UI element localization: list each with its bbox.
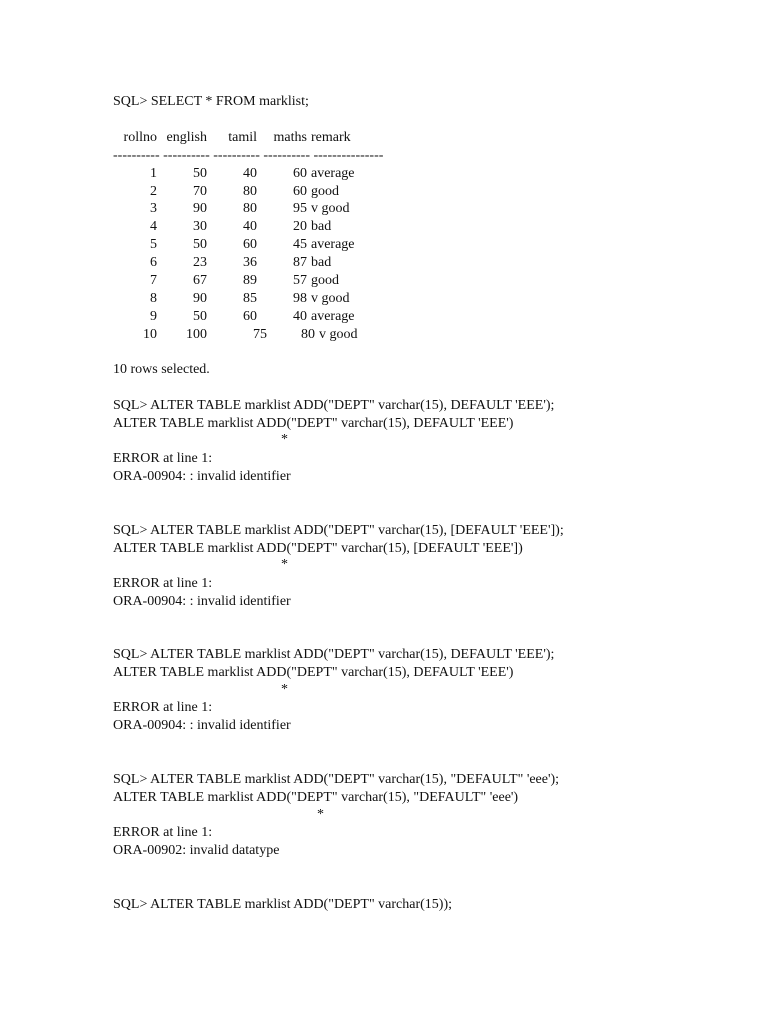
cell-english: 50 bbox=[193, 309, 207, 324]
table-row bbox=[113, 272, 513, 290]
sql-prompt: SQL> ALTER TABLE marklist ADD("DEPT" varchar(15), [DEFAULT 'EEE']); bbox=[113, 523, 564, 538]
header-maths: maths bbox=[273, 130, 307, 145]
header-remark: remark bbox=[311, 130, 351, 145]
cell-english: 67 bbox=[193, 273, 207, 288]
cell-rollno: 5 bbox=[150, 237, 157, 252]
cell-english: 90 bbox=[193, 201, 207, 216]
cell-maths: 87 bbox=[293, 255, 307, 270]
table-row bbox=[113, 183, 513, 201]
cell-maths: 95 bbox=[293, 201, 307, 216]
cell-rollno: 2 bbox=[150, 184, 157, 199]
cell-tamil: 80 bbox=[243, 201, 257, 216]
error-line: ERROR at line 1: bbox=[113, 825, 213, 840]
cell-tamil: 85 bbox=[243, 291, 257, 306]
sql-echo: ALTER TABLE marklist ADD("DEPT" varchar(15), DEFAULT 'EEE') bbox=[113, 416, 514, 431]
cell-tamil: 60 bbox=[243, 309, 257, 324]
table-row bbox=[113, 236, 513, 254]
cell-tamil: 36 bbox=[243, 255, 257, 270]
sql-echo: ALTER TABLE marklist ADD("DEPT" varchar(15), DEFAULT 'EEE') bbox=[113, 665, 514, 680]
header-english: english bbox=[166, 130, 207, 145]
cell-maths: 20 bbox=[293, 219, 307, 234]
header-rollno: rollno bbox=[123, 130, 157, 145]
cell-tamil: 60 bbox=[243, 237, 257, 252]
cell-maths: 60 bbox=[293, 166, 307, 181]
final-sql-prompt: SQL> ALTER TABLE marklist ADD("DEPT" varchar(15)); bbox=[113, 897, 452, 912]
cell-rollno: 6 bbox=[150, 255, 157, 270]
document-page bbox=[113, 0, 753, 1024]
error-message: ORA-00902: invalid datatype bbox=[113, 843, 280, 858]
select-query: SQL> SELECT * FROM marklist; bbox=[113, 94, 309, 109]
cell-remark: average bbox=[311, 309, 355, 324]
cell-tamil: 89 bbox=[243, 273, 257, 288]
table-row bbox=[113, 218, 513, 236]
error-marker: * bbox=[281, 682, 288, 697]
table-row bbox=[113, 254, 513, 272]
cell-remark: average bbox=[311, 237, 355, 252]
error-line: ERROR at line 1: bbox=[113, 576, 213, 591]
cell-english: 50 bbox=[193, 237, 207, 252]
table-row bbox=[113, 200, 513, 218]
table-row bbox=[113, 290, 513, 308]
cell-english: 50 bbox=[193, 166, 207, 181]
error-message: ORA-00904: : invalid identifier bbox=[113, 594, 291, 609]
cell-rollno: 10 bbox=[143, 327, 157, 342]
cell-remark: good bbox=[311, 273, 339, 288]
cell-maths: 57 bbox=[293, 273, 307, 288]
error-marker: * bbox=[317, 807, 324, 822]
error-line: ERROR at line 1: bbox=[113, 700, 213, 715]
cell-rollno: 4 bbox=[150, 219, 157, 234]
cell-remark: good bbox=[311, 184, 339, 199]
error-marker: * bbox=[281, 557, 288, 572]
cell-tamil: 75 bbox=[253, 327, 267, 342]
cell-remark: bad bbox=[311, 255, 332, 270]
cell-remark: average bbox=[311, 166, 355, 181]
cell-maths: 98 bbox=[293, 291, 307, 306]
error-message: ORA-00904: : invalid identifier bbox=[113, 469, 291, 484]
cell-tamil: 80 bbox=[243, 184, 257, 199]
cell-maths: 80 bbox=[301, 327, 315, 342]
sql-prompt: SQL> ALTER TABLE marklist ADD("DEPT" varchar(15), DEFAULT 'EEE'); bbox=[113, 398, 555, 413]
table-header bbox=[113, 129, 513, 147]
error-line: ERROR at line 1: bbox=[113, 451, 213, 466]
header-tamil: tamil bbox=[228, 130, 257, 145]
cell-remark: v good bbox=[311, 291, 350, 306]
cell-maths: 60 bbox=[293, 184, 307, 199]
cell-remark: v good bbox=[311, 201, 350, 216]
sql-echo: ALTER TABLE marklist ADD("DEPT" varchar(15), [DEFAULT 'EEE']) bbox=[113, 541, 523, 556]
table-separator: ---------- ---------- ---------- ---------- --------------- bbox=[113, 148, 384, 163]
cell-english: 90 bbox=[193, 291, 207, 306]
cell-rollno: 7 bbox=[150, 273, 157, 288]
cell-english: 30 bbox=[193, 219, 207, 234]
cell-english: 70 bbox=[193, 184, 207, 199]
cell-rollno: 8 bbox=[150, 291, 157, 306]
table-row bbox=[113, 308, 513, 326]
sql-prompt: SQL> ALTER TABLE marklist ADD("DEPT" varchar(15), "DEFAULT" 'eee'); bbox=[113, 772, 560, 787]
cell-maths: 45 bbox=[293, 237, 307, 252]
cell-remark: bad bbox=[311, 219, 332, 234]
error-marker: * bbox=[281, 432, 288, 447]
cell-english: 100 bbox=[186, 327, 207, 342]
cell-rollno: 9 bbox=[150, 309, 157, 324]
cell-tamil: 40 bbox=[243, 166, 257, 181]
cell-tamil: 40 bbox=[243, 219, 257, 234]
table-row bbox=[113, 326, 513, 344]
cell-english: 23 bbox=[193, 255, 207, 270]
sql-prompt: SQL> ALTER TABLE marklist ADD("DEPT" varchar(15), DEFAULT 'EEE'); bbox=[113, 647, 555, 662]
cell-remark: v good bbox=[319, 327, 358, 342]
error-message: ORA-00904: : invalid identifier bbox=[113, 718, 291, 733]
cell-maths: 40 bbox=[293, 309, 307, 324]
table-row bbox=[113, 165, 513, 183]
sql-echo: ALTER TABLE marklist ADD("DEPT" varchar(15), "DEFAULT" 'eee') bbox=[113, 790, 519, 805]
cell-rollno: 3 bbox=[150, 201, 157, 216]
cell-rollno: 1 bbox=[150, 166, 157, 181]
rows-selected-text: 10 rows selected. bbox=[113, 362, 210, 377]
